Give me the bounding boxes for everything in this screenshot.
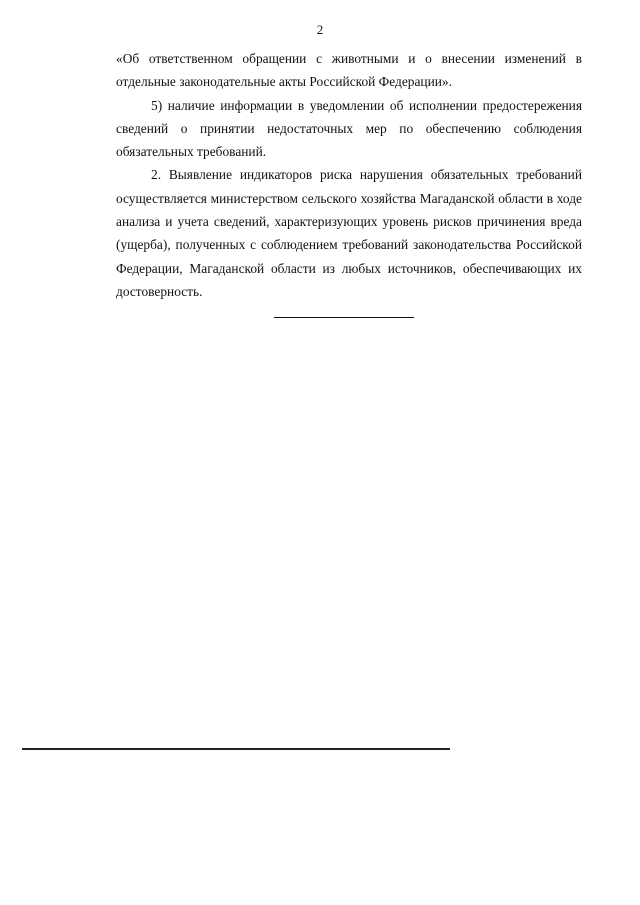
end-of-text-divider xyxy=(274,317,414,318)
document-body xyxy=(116,47,582,303)
footer-divider xyxy=(22,748,450,750)
paragraph-item-2: 2. Выявление индикаторов риска нарушения обязательных требований осуществляется министерством сельского хозяйства Магаданской области в ходе анализа и учета сведений, характеризующих уровень рисков причинения вреда (ущерба), полученных с соблюдением требований законодательства Российской Федерации, Магаданской области из любых источников, обеспечивающих их достоверность. xyxy=(116,167,582,299)
page-number: 2 xyxy=(316,22,324,37)
paragraph-continuation: «Об ответственном обращении с животными и о внесении изменений в отдельные законодательные акты Российской Федерации». xyxy=(116,51,582,90)
paragraph-item-5: 5) наличие информации в уведомлении об исполнении предостережения сведений о принятии недостаточных мер по обеспечению соблюдения обязательных требований. xyxy=(116,97,582,160)
